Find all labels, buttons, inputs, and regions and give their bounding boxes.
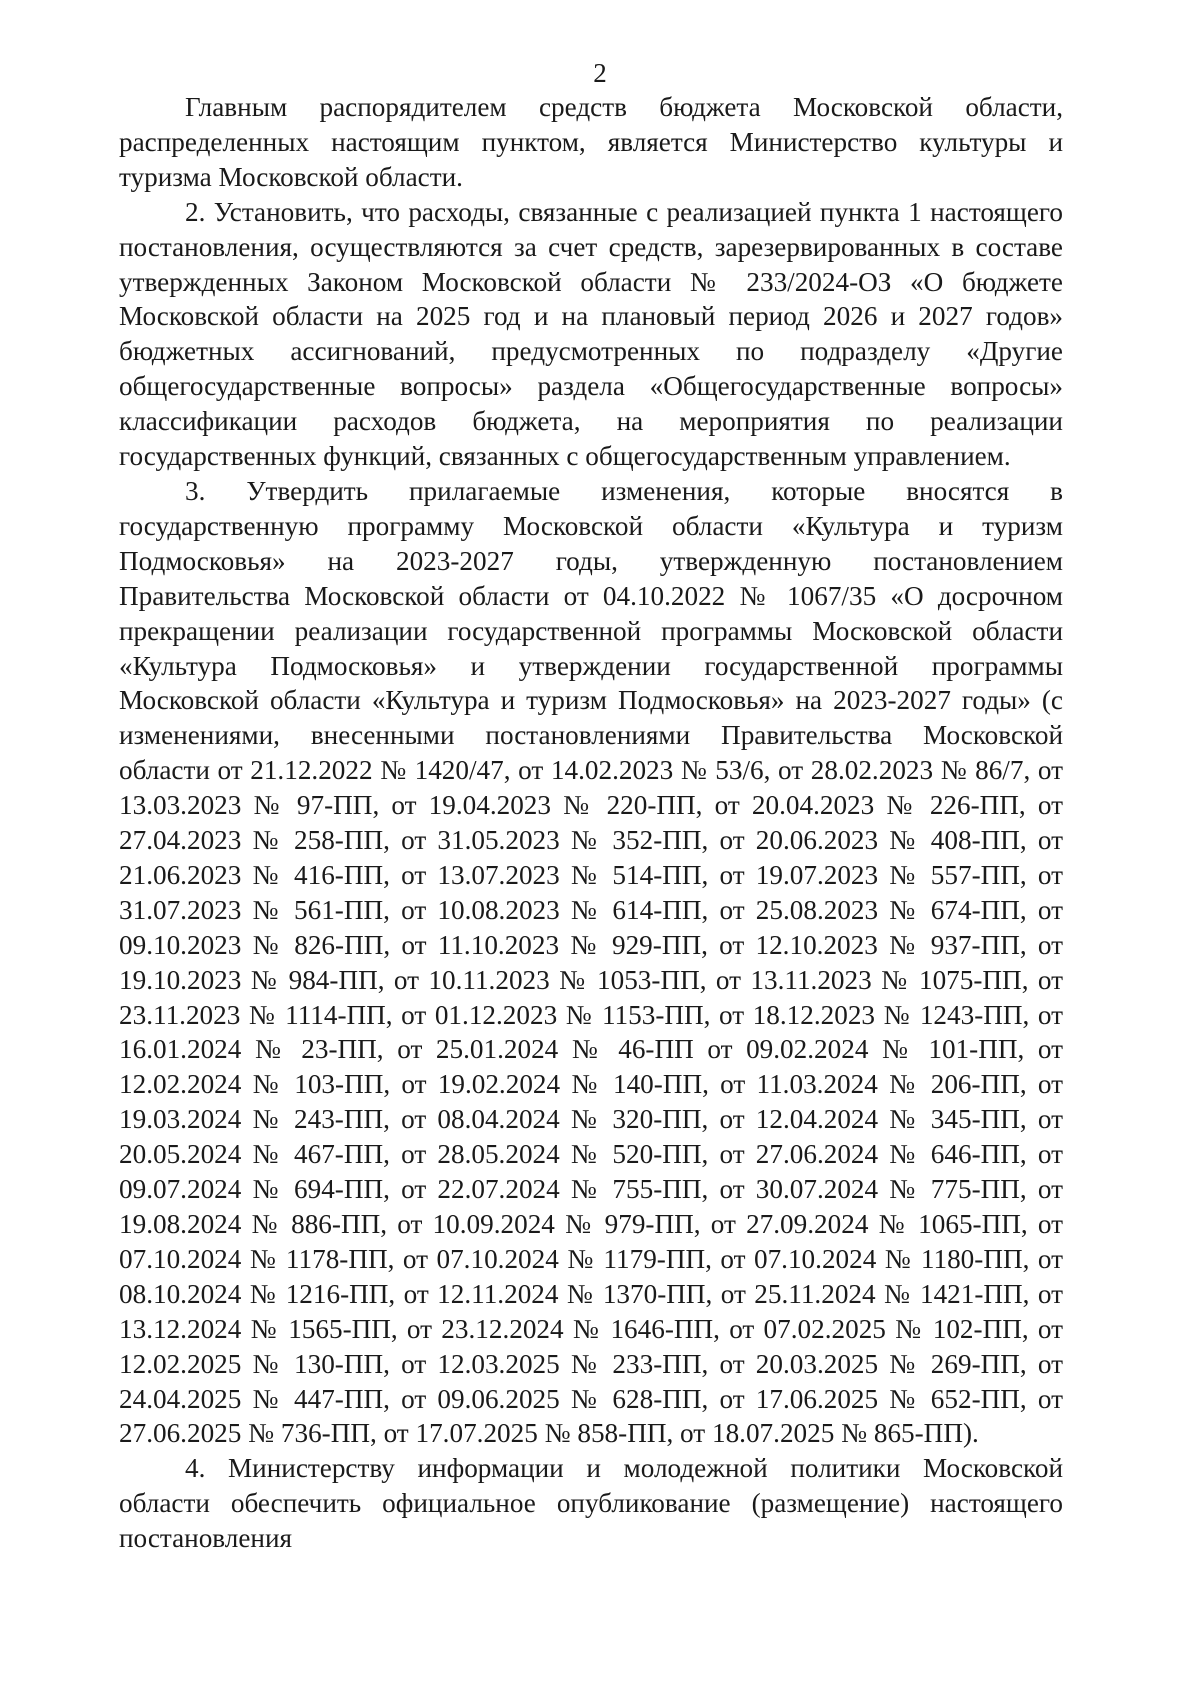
paragraph-item-3: 3. Утвердить прилагаемые изменения, которые вносятся в государственную программу Московской области «Культура и туризм Подмосковья» на 2023-2027 годы, утвержденную постановлением Правительства Московской области от 04.10.2022 № 1067/35 «О досрочном прекращении реализации государственной программы Московской области «Культура Подмосковья» и утверждении государственной программы Московской области «Культура и туризм Подмосковья» на 2023-2027 годы» (с изменениями, внесенными постановлениями Правительства Московской области от 21.12.2022 № 1420/47, от 14.02.2023 № 53/6, от 28.02.2023 № 86/7, от 13.03.2023 № 97-ПП, от 19.04.2023 № 220-ПП, от 20.04.2023 № 226-ПП, от 27.04.2023 № 258-ПП, от 31.05.2023 № 352-ПП, от 20.06.2023 № 408-ПП, от 21.06.2023 № 416-ПП, от 13.07.2023 № 514-ПП, от 19.07.2023 № 557-ПП, от 31.07.2023 № 561-ПП, от 10.08.2023 № 614-ПП, от 25.08.2023 № 674-ПП, от 09.10.2023 № 826-ПП, от 11.10.2023 № 929-ПП, от 12.10.2023 № 937-ПП, от 19.10.2023 № 984-ПП, от 10.11.2023 № 1053-ПП, от 13.11.2023 № 1075-ПП, от 23.11.2023 № 1114-ПП, от 01.12.2023 № 1153-ПП, от 18.12.2023 № 1243-ПП, от 16.01.2024 № 23-ПП, от 25.01.2024 № 46-ПП от 09.02.2024 № 101-ПП, от 12.02.2024 № 103-ПП, от 19.02.2024 № 140-ПП, от 11.03.2024 № 206-ПП, от 19.03.2024 № 243-ПП, от 08.04.2024 № 320-ПП, от 12.04.2024 № 345-ПП, от 20.05.2024 № 467-ПП, от 28.05.2024 № 520-ПП, от 27.06.2024 № 646-ПП, от 09.07.2024 № 694-ПП, от 22.07.2024 № 755-ПП, от 30.07.2024 № 775-ПП, от 19.08.2024 № 886-ПП, от 10.09.2024 № 979-ПП, от 27.09.2024 № 1065-ПП, от 07.10.2024 № 1178-ПП, от 07.10.2024 № 1179-ПП, от 07.10.2024 № 1180-ПП, от 08.10.2024 № 1216-ПП, от 12.11.2024 № 1370-ПП, от 25.11.2024 № 1421-ПП, от 13.12.2024 № 1565-ПП, от 23.12.2024 № 1646-ПП, от 07.02.2025 № 102-ПП, от 12.02.2025 № 130-ПП, от 12.03.2025 № 233-ПП, от 20.03.2025 № 269-ПП, от 24.04.2025 № 447-ПП, от 09.06.2025 № 628-ПП, от 17.06.2025 № 652-ПП, от 27.06.2025 № 736-ПП, от 17.07.2025 № 858-ПП, от 18.07.2025 № 865-ПП).: [119, 475, 1063, 1449]
page-number: 2: [593, 58, 607, 88]
paragraph-item-4: 4. Министерству информации и молодежной политики Московской области обеспечить официальное опубликование (размещение) настоящего постановления: [119, 1453, 1063, 1554]
paragraph-budget-manager: Главным распорядителем средств бюджета Московской области, распределенных настоящим пунктом, является Министерство культуры и туризма Московской области.: [119, 92, 1063, 192]
document-body: [119, 90, 1063, 1556]
paragraph-item-2: 2. Установить, что расходы, связанные с реализацией пункта 1 настоящего постановления, осуществляются за счет средств, зарезервированных в составе утвержденных Законом Московской области № 233/2024-ОЗ «О бюджете Московской области на 2025 год и на плановый период 2026 и 2027 годов» бюджетных ассигнований, предусмотренных по подразделу «Другие общегосударственные вопросы» раздела «Общегосударственные вопросы» классификации расходов бюджета, на мероприятия по реализации государственных функций, связанных с общегосударственным управлением.: [119, 196, 1063, 472]
